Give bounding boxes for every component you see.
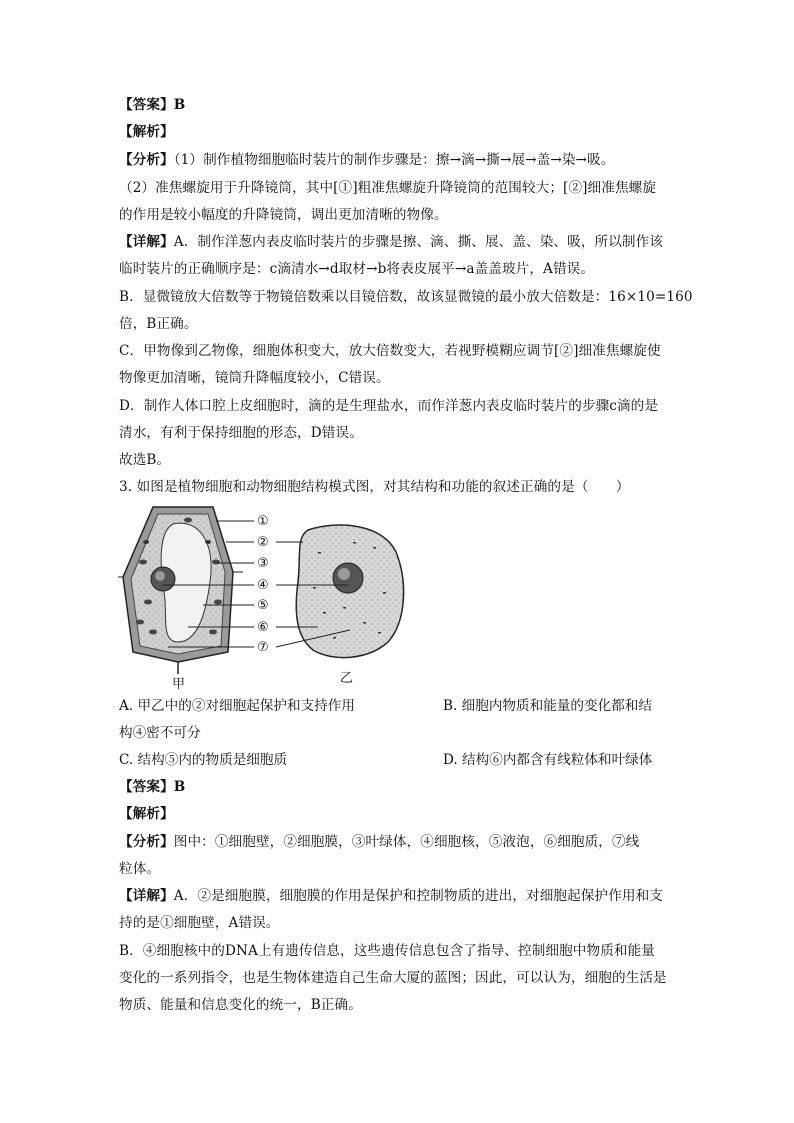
label-5: ⑤ xyxy=(257,598,269,613)
q2-detail-line-6: 物像更加清晰，镜筒升降幅度较小，C错误。 xyxy=(119,370,390,386)
option-b-line-1: B. 细胞内物质和能量的变化都和结 xyxy=(443,698,652,714)
q3-analysis-line-2: 粒体。 xyxy=(119,861,161,877)
cell-diagram xyxy=(118,502,418,690)
caption-animal: 乙 xyxy=(340,671,354,686)
option-a: A. 甲乙中的②对细胞起保护和支持作用 xyxy=(119,698,355,714)
q3-xiangjie-tag: 【详解】 xyxy=(119,888,174,904)
q3-answer: 【答案】B xyxy=(119,779,186,795)
option-d: D. 结构⑥内都含有线粒体和叶绿体 xyxy=(443,752,653,768)
q2-answer: 【答案】B xyxy=(119,97,186,113)
q3-fenxi-tag: 【分析】 xyxy=(119,834,174,850)
q3-fenxi-text-1: 图中：①细胞壁，②细胞膜，③叶绿体，④细胞核，⑤液泡，⑥细胞质，⑦线 xyxy=(173,834,640,850)
animal-cell xyxy=(296,525,403,658)
q2-xiangjie-tag: 【详解】 xyxy=(119,234,174,250)
label-4: ④ xyxy=(257,578,269,593)
q3-detail-line-3: B．④细胞核中的DNA上有遗传信息，这些遗传信息包含了指导、控制细胞中物质和能量 xyxy=(119,943,655,959)
option-b-line-2: 构④密不可分 xyxy=(119,725,201,741)
plant-cell xyxy=(118,507,243,674)
q3-detail-line-2: 持的是①细胞壁，A错误。 xyxy=(119,915,280,931)
q2-detail-line-7: D．制作人体口腔上皮细胞时，滴的是生理盐水，而作洋葱内表皮临时装片的步骤c滴的是 xyxy=(119,398,659,414)
q2-detail-line-2: 临时装片的正确顺序是：c滴清水→d取材→b将表皮展平→a盖盖玻片，A错误。 xyxy=(119,261,595,277)
q2-fenxi-text-1: （1）制作植物细胞临时装片的制作步骤是：擦→滴→撕→展→盖→染→吸。 xyxy=(173,152,615,168)
q2-detail-a1: A．制作洋葱内表皮临时装片的步骤是擦、滴、撕、展、盖、染、吸，所以制作该 xyxy=(173,234,663,250)
label-6: ⑥ xyxy=(257,620,269,635)
q3-detail-line-5: 物质、能量和信息变化的统一，B正确。 xyxy=(119,997,362,1013)
q2-fenxi-tag: 【分析】 xyxy=(119,152,174,168)
q2-analysis-heading: 【解析】 xyxy=(119,124,174,140)
q2-conclusion: 故选B。 xyxy=(119,452,171,468)
q2-detail-line-8: 清水，有利于保持细胞的形态，D错误。 xyxy=(119,425,363,441)
label-1: ① xyxy=(257,514,269,529)
q2-detail-line-3: B．显微镜放大倍数等于物镜倍数乘以目镜倍数，故该显微镜的最小放大倍数是：16×10=160 xyxy=(119,289,693,305)
option-c: C. 结构⑤内的物质是细胞质 xyxy=(119,752,288,768)
caption-plant: 甲 xyxy=(172,677,186,690)
q2-analysis-line-2: （2）准焦螺旋用于升降镜筒，其中[①]粗准焦螺旋升降镜筒的范围较大；[②]细准焦螺旋 xyxy=(119,180,657,196)
q3-detail-line-1 xyxy=(119,886,679,906)
q2-detail-line-4: 倍，B正确。 xyxy=(119,316,198,332)
q3-analysis-heading: 【解析】 xyxy=(119,806,174,822)
q2-analysis-line-1 xyxy=(119,150,679,170)
q2-detail-line-5: C．甲物像到乙物像，细胞体积变大，放大倍数变大，若视野模糊应调节[②]细准焦螺旋使 xyxy=(119,343,661,359)
q3-analysis-line-1 xyxy=(119,832,679,852)
label-2: ② xyxy=(257,535,269,550)
q2-detail-line-1 xyxy=(119,232,679,252)
q3-detail-a1: A．②是细胞膜，细胞膜的作用是保护和控制物质的进出，对细胞起保护作用和支 xyxy=(173,888,663,904)
q2-analysis-line-3: 的作用是较小幅度的升降镜筒，调出更加清晰的物像。 xyxy=(119,207,448,223)
label-3: ③ xyxy=(257,556,269,571)
q3-stem: 3. 如图是植物细胞和动物细胞结构模式图，对其结构和功能的叙述正确的是（ ） xyxy=(119,479,630,495)
q3-detail-line-4: 变化的一系列指令，也是生物体建造自己生命大厦的蓝图；因此，可以认为，细胞的生活是 xyxy=(119,970,667,986)
label-7: ⑦ xyxy=(257,640,269,655)
